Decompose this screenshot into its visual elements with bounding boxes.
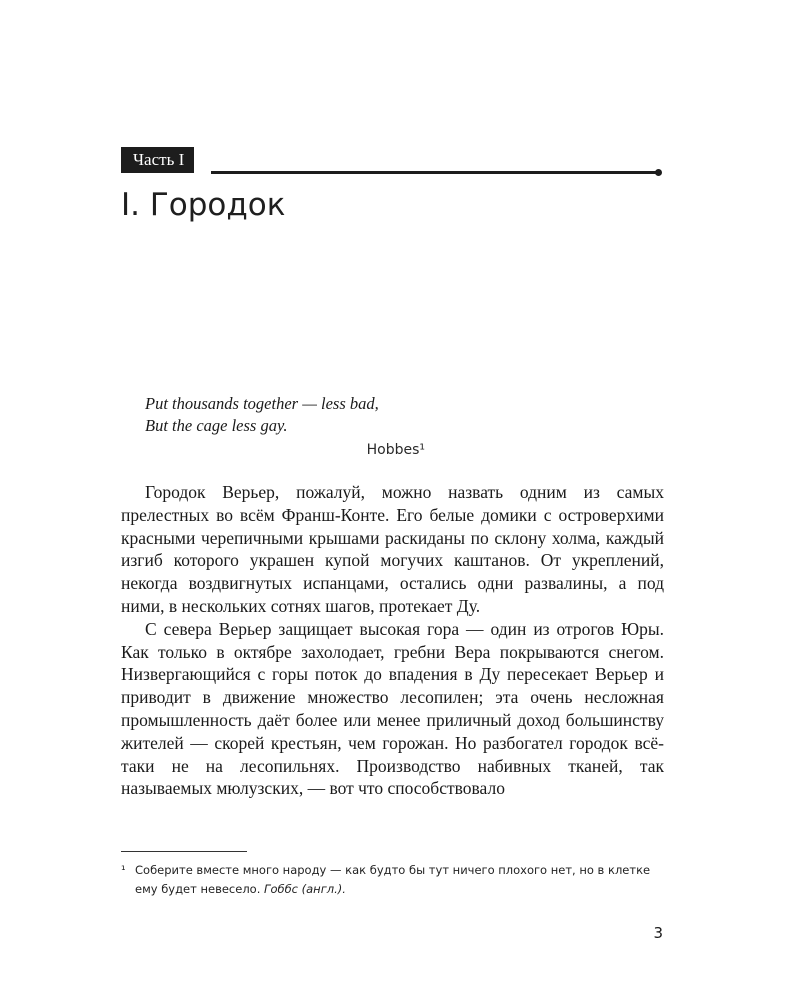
- page-number: 3: [653, 924, 663, 942]
- footnote-divider: [121, 851, 247, 852]
- footnote: [121, 861, 666, 899]
- footnote-continuation: [121, 880, 666, 899]
- footnote-text: Соберите вместе много народу — как будто бы тут ничего плохого нет, но в клетке: [135, 863, 651, 877]
- epigraph-line: But the cage less gay.: [145, 416, 288, 435]
- chapter-title: I. Городок: [121, 187, 286, 223]
- footnote-source: Гоббс (англ.).: [264, 882, 346, 896]
- chapter-body: [121, 481, 664, 800]
- header-rule: [211, 171, 658, 174]
- part-label: Часть I: [121, 147, 194, 173]
- header-rule-end-dot: [655, 169, 662, 176]
- footnote-marker: ¹: [121, 863, 126, 877]
- epigraph: [145, 393, 425, 461]
- epigraph-line: Put thousands together — less bad,: [145, 394, 379, 413]
- paragraph: С севера Верьер защищает высокая гора — один из отрогов Юры. Как только в октябре захолодает, гребни Вера покрываются снегом. Низвергающийся с горы поток до впадения в Ду пересекает Верьер и приводит в движение множество лесопилен; эта очень несложная промышленность даёт более или менее приличный доход большинству жителей — скорей крестьян, чем горожан. Но разбогател городок всё-таки не на лесопильнях. Производство набивных тканей, так называемых мюлузских, — вот что способствовало: [121, 618, 664, 799]
- epigraph-author: Hobbes¹: [366, 442, 425, 458]
- footnote-text: ему будет невесело.: [135, 882, 261, 896]
- part-header: [121, 147, 662, 173]
- paragraph: Городок Верьер, пожалуй, можно назвать одним из самых прелестных во всём Франш-Конте. Его белые домики с островерхими красными черепичными крышами раскиданы по склону холма, каждый изгиб которого украшен купой могучих каштанов. От укреплений, некогда воздвигнутых испанцами, остались одни развалины, а под ними, в нескольких сотнях шагов, протекает Ду.: [121, 482, 664, 616]
